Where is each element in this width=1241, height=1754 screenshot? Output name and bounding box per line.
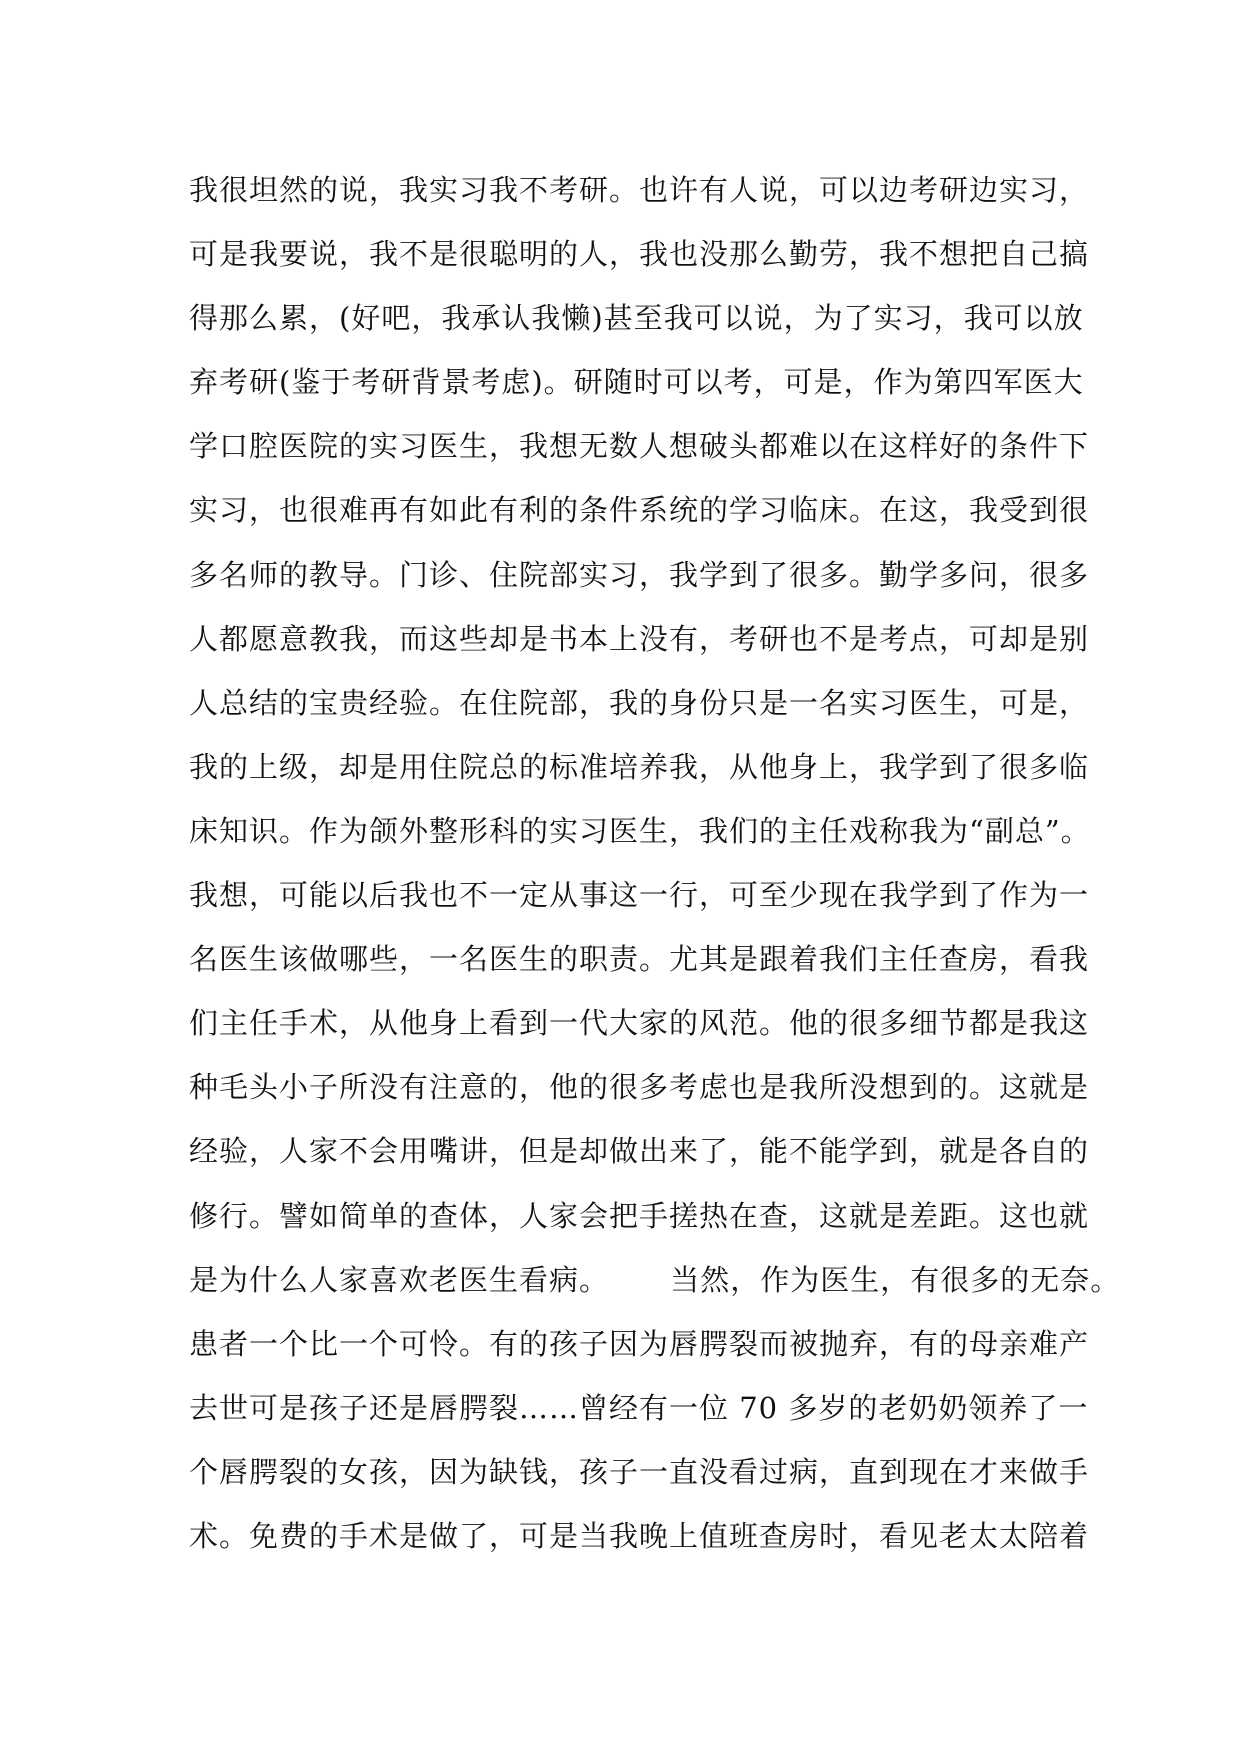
text-line: 实习，也很难再有如此有利的条件系统的学习临床。在这，我受到很 (189, 493, 1090, 528)
body-text (189, 158, 1121, 1568)
text-line: 患者一个比一个可怜。有的孩子因为唇腭裂而被抛弃，有的母亲难产 (189, 1326, 1090, 1361)
text-line: 们主任手术，从他身上看到一代大家的风范。他的很多细节都是我这 (189, 1006, 1090, 1041)
text-line: 种毛头小子所没有注意的，他的很多考虑也是我所没想到的。这就是 (189, 1070, 1090, 1105)
text-line: 经验，人家不会用嘴讲，但是却做出来了，能不能学到，就是各自的 (189, 1134, 1090, 1169)
text-line: 我的上级，却是用住院总的标准培养我，从他身上，我学到了很多临 (189, 749, 1090, 784)
text-line: 我很坦然的说，我实习我不考研。也许有人说，可以边考研边实习， (189, 173, 1090, 207)
text-line: 我想，可能以后我也不一定从事这一行，可至少现在我学到了作为一 (189, 878, 1090, 913)
text-line: 术。免费的手术是做了，可是当我晚上值班查房时，看见老太太陪着 (189, 1518, 1090, 1553)
text-line: 学口腔医院的实习医生，我想无数人想破头都难以在这样好的条件下 (189, 429, 1090, 464)
text-line: 人都愿意教我，而这些却是书本上没有，考研也不是考点，可却是别 (189, 621, 1090, 656)
text-line: 多名师的教导。门诊、住院部实习，我学到了很多。勤学多问，很多 (189, 557, 1090, 592)
text-line: 可是我要说，我不是很聪明的人，我也没那么勤劳，我不想把自己搞 (189, 237, 1090, 272)
text-line: 弃考研(鉴于考研背景考虑)。研随时可以考，可是，作为第四军医大 (189, 365, 1084, 400)
text-line: 修行。譬如简单的查体，人家会把手搓热在查，这就是差距。这也就 (189, 1198, 1090, 1233)
text-line: 去世可是孩子还是唇腭裂……曾经有一位 70 多岁的老奶奶领养了一 (189, 1390, 1089, 1425)
text-line: 个唇腭裂的女孩，因为缺钱，孩子一直没看过病，直到现在才来做手 (189, 1454, 1090, 1489)
text-line: 得那么累，(好吧，我承认我懒)甚至我可以说，为了实习，我可以放 (189, 301, 1084, 336)
text-line: 人总结的宝贵经验。在住院部，我的身份只是一名实习医生，可是， (189, 685, 1090, 720)
text-line: 名医生该做哪些，一名医生的职责。尤其是跟着我们主任查房，看我 (189, 942, 1090, 977)
text-line: 床知识。作为颌外整形科的实习医生，我们的主任戏称我为“副总”。 (189, 813, 1091, 848)
text-line: 是为什么人家喜欢老医生看病。 当然，作为医生，有很多的无奈。 (189, 1262, 1121, 1297)
